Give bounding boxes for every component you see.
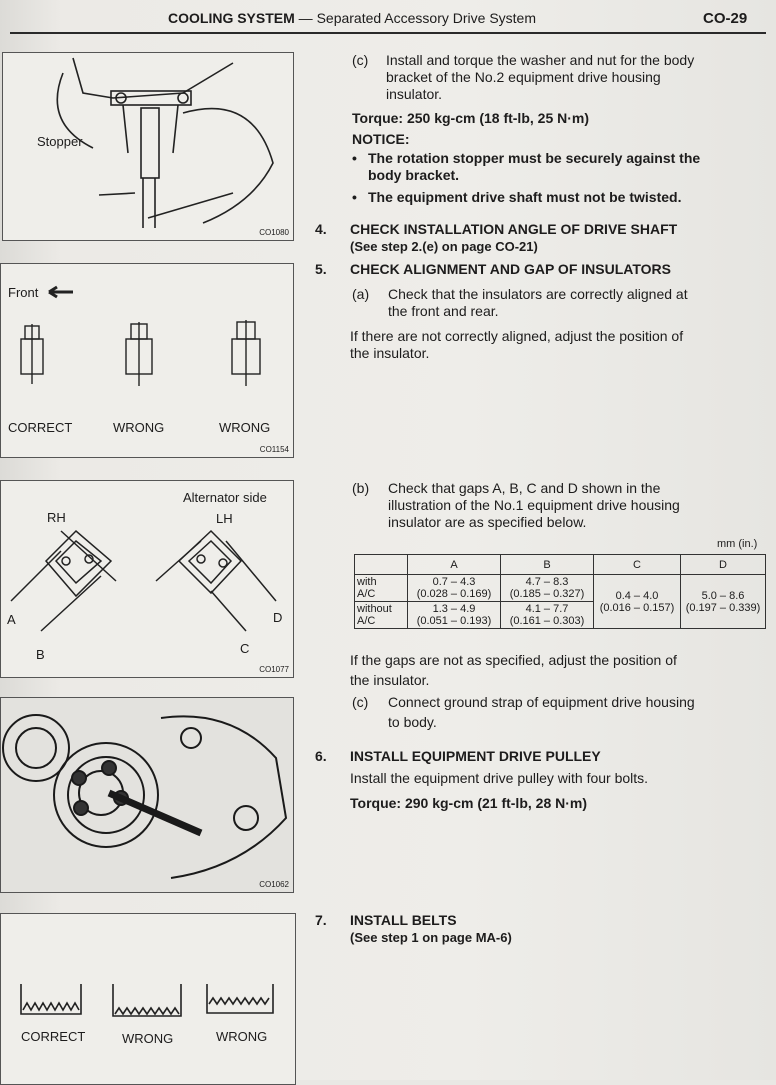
step-4-number: 4. [315,221,327,237]
gap-c-value [594,575,681,629]
insulator-label-correct: CORRECT [8,420,73,435]
figure-drive-pulley [0,697,294,893]
gap-a-without-mm: 1.3 – 4.9 [432,603,476,615]
figure-code: CO1062 [259,880,289,889]
table-unit: mm (in.) [717,538,758,550]
notice-bullet-2-line-1: The equipment drive shaft must not be twisted. [368,189,682,205]
step-5b-line-1: Check that gaps A, B, C and D shown in the [388,480,661,496]
gap-b-without-in: (0.161 – 0.303) [509,615,585,627]
step-5b-line-2: illustration of the No.1 equipment drive housing [388,497,680,513]
notice-bullet-1-line-1: The rotation stopper must be securely against the [368,150,701,166]
table-header-d: D [681,555,766,575]
step-5-title: CHECK ALIGNMENT AND GAP OF INSULATORS [350,261,671,277]
step-5b-marker: (b) [352,480,370,496]
step-5b-note-1: If the gaps are not as specified, adjust the position of [350,652,677,668]
step-5-number: 5. [315,261,327,277]
rh-label: RH [47,510,66,525]
pulley-illustration [1,698,293,892]
row-label-line-1: without [357,603,392,615]
gap-c-mm: 0.4 – 4.0 [615,589,659,602]
gap-d-in: (0.197 – 0.339) [685,601,761,614]
gap-a-without-ac [408,602,501,629]
header-rule [10,32,766,34]
step-6-title: INSTALL EQUIPMENT DRIVE PULLEY [350,748,601,764]
gap-b-without-ac [501,602,594,629]
step-7-title: INSTALL BELTS [350,912,457,928]
step-5a-marker: (a) [352,286,370,302]
step-7-number: 7. [315,912,327,928]
belt-label-wrong-1: WRONG [122,1031,174,1046]
table-header-row [355,555,766,575]
step-5c-line-1: Connect ground strap of equipment drive housing [388,694,695,710]
section-name: COOLING SYSTEM [168,10,295,26]
step-4-ref: (See step 2.(e) on page CO-21) [350,239,538,254]
front-arrow-icon [49,287,73,297]
step-5c-marker: (c) [352,694,369,710]
step-5a-line-2: the front and rear. [388,303,499,319]
figure-rotation-stopper [2,52,294,241]
gap-d-value [681,575,766,629]
front-label: Front [8,285,39,300]
gap-c-label: C [240,641,250,656]
belt-label-correct: CORRECT [21,1029,86,1044]
row-label-with-ac [355,575,408,602]
gap-b-label: B [36,647,45,662]
step-6-number: 6. [315,748,327,764]
insulator-label-wrong-2: WRONG [219,420,271,435]
figure-belt-fitting [0,913,296,1085]
table-header-b: B [501,555,594,575]
lh-label: LH [216,511,233,526]
gap-d-mm: 5.0 – 8.6 [701,589,745,602]
page-number: CO-29 [703,10,748,27]
gap-a-with-ac [408,575,501,602]
notice-bullet-1: • [352,150,357,166]
row-label-without-ac [355,602,408,629]
gap-spec-table [354,554,766,629]
figure-code: CO1154 [259,445,289,454]
step-5a-note-2: the insulator. [350,345,430,361]
gap-b-with-ac [501,575,594,602]
gap-a-with-in: (0.028 – 0.169) [416,588,492,600]
gap-b-without-mm: 4.1 – 7.7 [525,603,569,615]
alternator-side-label: Alternator side [183,490,267,505]
figure-insulator-alignment [0,263,294,458]
notice-bullet-1-line-2: body bracket. [368,167,460,183]
step-5a-line-1: Check that the insulators are correctly aligned at [388,286,688,302]
table-header-c: C [594,555,681,575]
figure-code: CO1077 [259,665,289,674]
torque-spec-washer: Torque: 250 kg-cm (18 ft-lb, 25 N·m) [352,110,590,126]
gap-a-with-mm: 0.7 – 4.3 [432,576,476,588]
step-c-marker: (c) [352,52,369,68]
step-5a-note-1: If there are not correctly aligned, adjust the position of [350,328,684,344]
torque-spec-pulley: Torque: 290 kg-cm (21 ft-lb, 28 N·m) [350,795,588,811]
step-c-line-2: bracket of the No.2 equipment drive housing [386,69,661,85]
page-header-title [168,10,536,26]
stopper-label: Stopper [37,134,83,149]
belt-label-wrong-2: WRONG [216,1029,268,1044]
insulator-label-wrong-1: WRONG [113,420,165,435]
notice-bullet-2: • [352,189,357,205]
table-header-a: A [408,555,501,575]
step-5c-line-2: to body. [388,714,437,730]
gap-b-with-mm: 4.7 – 8.3 [525,576,569,588]
step-c-line-1: Install and torque the washer and nut for the body [386,52,695,68]
gap-a-label: A [7,612,16,627]
step-7-ref: (See step 1 on page MA-6) [350,930,512,945]
belt-illustration [1,914,295,1084]
notice-heading: NOTICE: [352,131,410,147]
step-4-title: CHECK INSTALLATION ANGLE OF DRIVE SHAFT [350,221,678,237]
step-6-text: Install the equipment drive pulley with four bolts. [350,770,649,786]
step-5b-line-3: insulator are as specified below. [388,514,587,530]
figure-insulator-gaps [0,480,294,678]
header-dash: — [294,10,317,26]
table-row [355,575,766,602]
step-5b-note-2: the insulator. [350,672,430,688]
row-label-line-1: with [357,576,377,588]
gap-d-label: D [273,610,283,625]
gap-a-without-in: (0.051 – 0.193) [416,615,492,627]
table-corner-cell [355,555,408,575]
figure-code: CO1080 [259,228,289,237]
step-c-line-3: insulator. [386,86,443,102]
section-subtitle: Separated Accessory Drive System [316,10,536,26]
row-label-line-2: A/C [357,615,376,627]
gap-c-in: (0.016 – 0.157) [599,601,675,614]
gap-b-with-in: (0.185 – 0.327) [509,588,585,600]
row-label-line-2: A/C [357,588,376,600]
